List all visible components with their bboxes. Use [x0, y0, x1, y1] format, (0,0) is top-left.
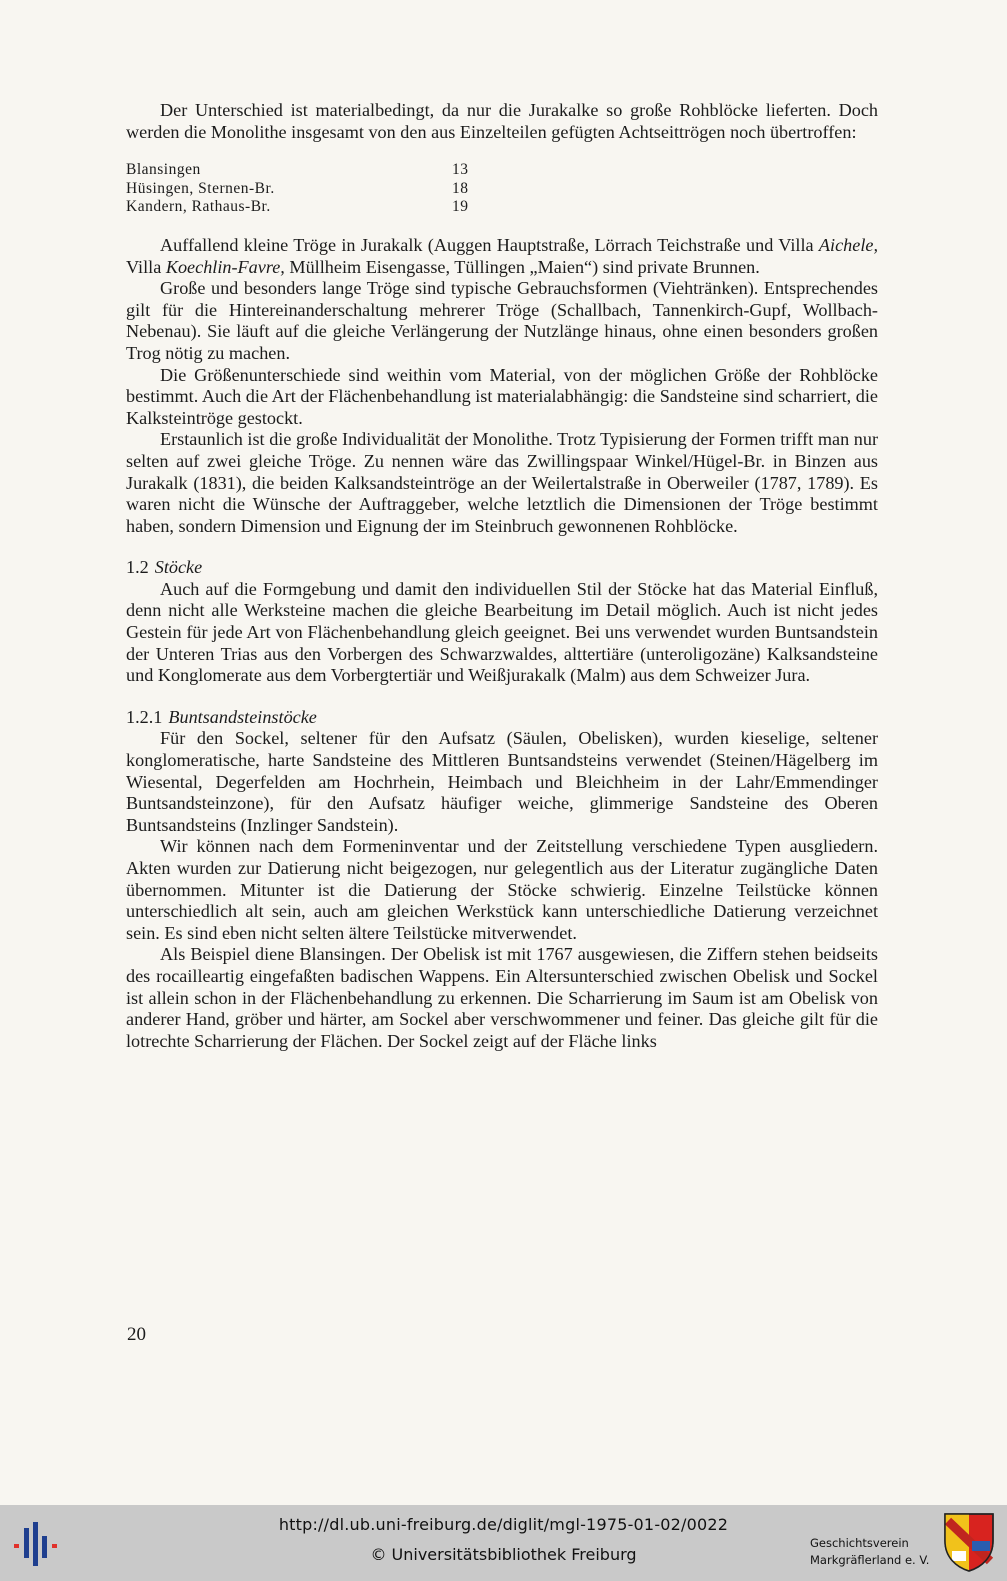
footer-bar — [0, 1505, 1007, 1581]
text-run: Müllheim Eisengasse, Tüllingen „Maien“) sind private Brunnen. — [284, 256, 760, 277]
table-row — [126, 198, 878, 217]
section-title: Stöcke — [154, 557, 203, 578]
section-number: 1.2.1 — [126, 706, 163, 727]
org-name — [810, 1535, 929, 1569]
table-place: Kandern, Rathaus-Br. — [126, 198, 271, 216]
footer-copyright: © Universitätsbibliothek Freiburg — [370, 1545, 637, 1564]
org-line: Markgräflerland e. V. — [810, 1553, 930, 1567]
section-heading-stoecke — [126, 557, 878, 579]
italic-name: Koechlin-Favre, — [165, 256, 285, 277]
org-line: Geschichtsverein — [810, 1536, 909, 1550]
table-value: 18 — [452, 179, 469, 197]
page-number: 20 — [127, 1324, 146, 1345]
section-heading-buntsandstein — [126, 707, 878, 729]
table-place: Hüsingen, Sternen-Br. — [126, 179, 275, 197]
paragraph-large-troughs: Große und besonders lange Tröge sind typische Gebrauchsformen (Viehtränken). Entsprechendes gilt für die Hintereinanderschaltung mehrerer Tröge (Schallbach, Tannenkirch-Gupf, Wollbach-Nebenau). Sie läuft auf die gleiche Verlängerung der Nutzlänge hinaus, ohne einen besonders großen Trog nötig zu machen. — [126, 278, 878, 363]
paragraph-types: Wir können nach dem Formeninventar und der Zeitstellung verschiedene Typen ausgliedern. Akten wurden zur Datierung nicht beigezogen, nur gelegentlich aus der Literatur zugängliche Daten übernommen. Mitunter ist die Datierung der Stöcke schwierig. Einzelne Teilstücke können unterschiedlich alt sein, auch am gleichen Werkstück kann unterschiedliche Datierung verzeichnet sein. Es sind eben nicht selten ältere Teilstücke mitverwendet. — [126, 836, 878, 943]
paragraph-sockel: Für den Sockel, seltener für den Aufsatz (Säulen, Obelisken), wurden kieselige, seltener konglomeratische, harte Sandsteine des Mittleren Buntsandsteins verwendet (Steinen/Hägelberg im Wiesental, Degerfelden am Hochrhein, Heimbach und Bleichheim in der Lahr/Emmendinger Buntsandsteinzone), für den Aufsatz häufiger weiche, glimmerige Sandsteine des Oberen Buntsandsteins (Inzlinger Sandstein). — [126, 728, 878, 835]
table-value: 19 — [452, 198, 469, 216]
coat-of-arms-icon — [942, 1511, 996, 1573]
italic-name: Aichele, — [818, 234, 878, 255]
paragraph-intro: Der Unterschied ist materialbedingt, da nur die Jurakalke so große Rohblöcke lieferten. Doch werden die Monolithe insgesamt von den aus Einzelteilen gefügten Achtseittrögen noch übertroffen: — [126, 100, 878, 142]
section-title: Buntsandsteinstöcke — [168, 706, 317, 727]
paragraph-material: Auch auf die Formgebung und damit den individuellen Stil der Stöcke hat das Material Einfluß, denn nicht alle Werksteine machen die gleiche Bearbeitung im Detail möglich. Auch ist nicht jedes Gestein für jede Art von Flächenbehandlung gleich geeignet. Bei uns verwendet wurden Buntsandstein der Unteren Trias aus den Vorbergen des Schwarzwaldes, alttertiäre (unteroligozäne) Kalksandsteine und Konglomerate aus dem Vorbergtertiär und Weißjurakalk (Malm) aus dem Schweizer Jura. — [126, 578, 878, 686]
paragraph-small-troughs — [126, 235, 878, 278]
body-text — [126, 100, 878, 1052]
paragraph-individuality: Erstaunlich ist die große Individualität der Monolithe. Trotz Typisierung der Formen trifft man nur selten auf zwei gleiche Tröge. Zu nennen wäre das Zwillingspaar Winkel/Hügel-Br. in Binzen aus Jurakalk (1831), die beiden Kalksandsteintröge an der Weilertalstraße in Oberweiler (1787, 1789). Es waren nicht die Wünsche der Auftraggeber, welche letztlich die Dimensionen der Tröge bestimmt haben, sondern Dimension und Eignung der im Steinbruch gewonnenen Rohblöcke. — [126, 429, 878, 536]
text-run: Villa — [126, 256, 166, 277]
text-run: Auffallend kleine Tröge in Jurakalk (Auggen Hauptstraße, Lörrach Teichstraße und Villa — [160, 234, 819, 255]
paragraph-size-differences: Die Größenunterschiede sind weithin vom Material, von der möglichen Größe der Rohblöcke bestimmt. Auch die Art der Flächenbehandlung ist materialabhängig: die Sandsteine sind scharriert, die Kalksteintröge gestockt. — [126, 364, 878, 428]
paragraph-blansingen: Als Beispiel diene Blansingen. Der Obelisk ist mit 1767 ausgewiesen, die Ziffern stehen beidseits des rocailleartig eingefaßten badischen Wappens. Ein Altersunterschied zwischen Obelisk und Sockel ist allein schon in der Flächenbehandlung zu erkennen. Die Scharrierung im Saum ist am Obelisk von anderer Hand, gröber und härter, am Sockel aber verschwommener und feiner. Das gleiche gilt für die lotrechte Scharrierung der Flächen. Der Sockel zeigt auf der Fläche links — [126, 944, 878, 1051]
table-row — [126, 161, 878, 180]
trough-size-table — [126, 161, 878, 217]
table-row — [126, 180, 878, 199]
footer-url-link[interactable]: http://dl.ub.uni-freiburg.de/diglit/mgl-1975-01-02/0022 — [278, 1515, 729, 1534]
section-number: 1.2 — [126, 557, 149, 578]
table-place: Blansingen — [126, 161, 201, 179]
table-value: 13 — [452, 161, 469, 179]
